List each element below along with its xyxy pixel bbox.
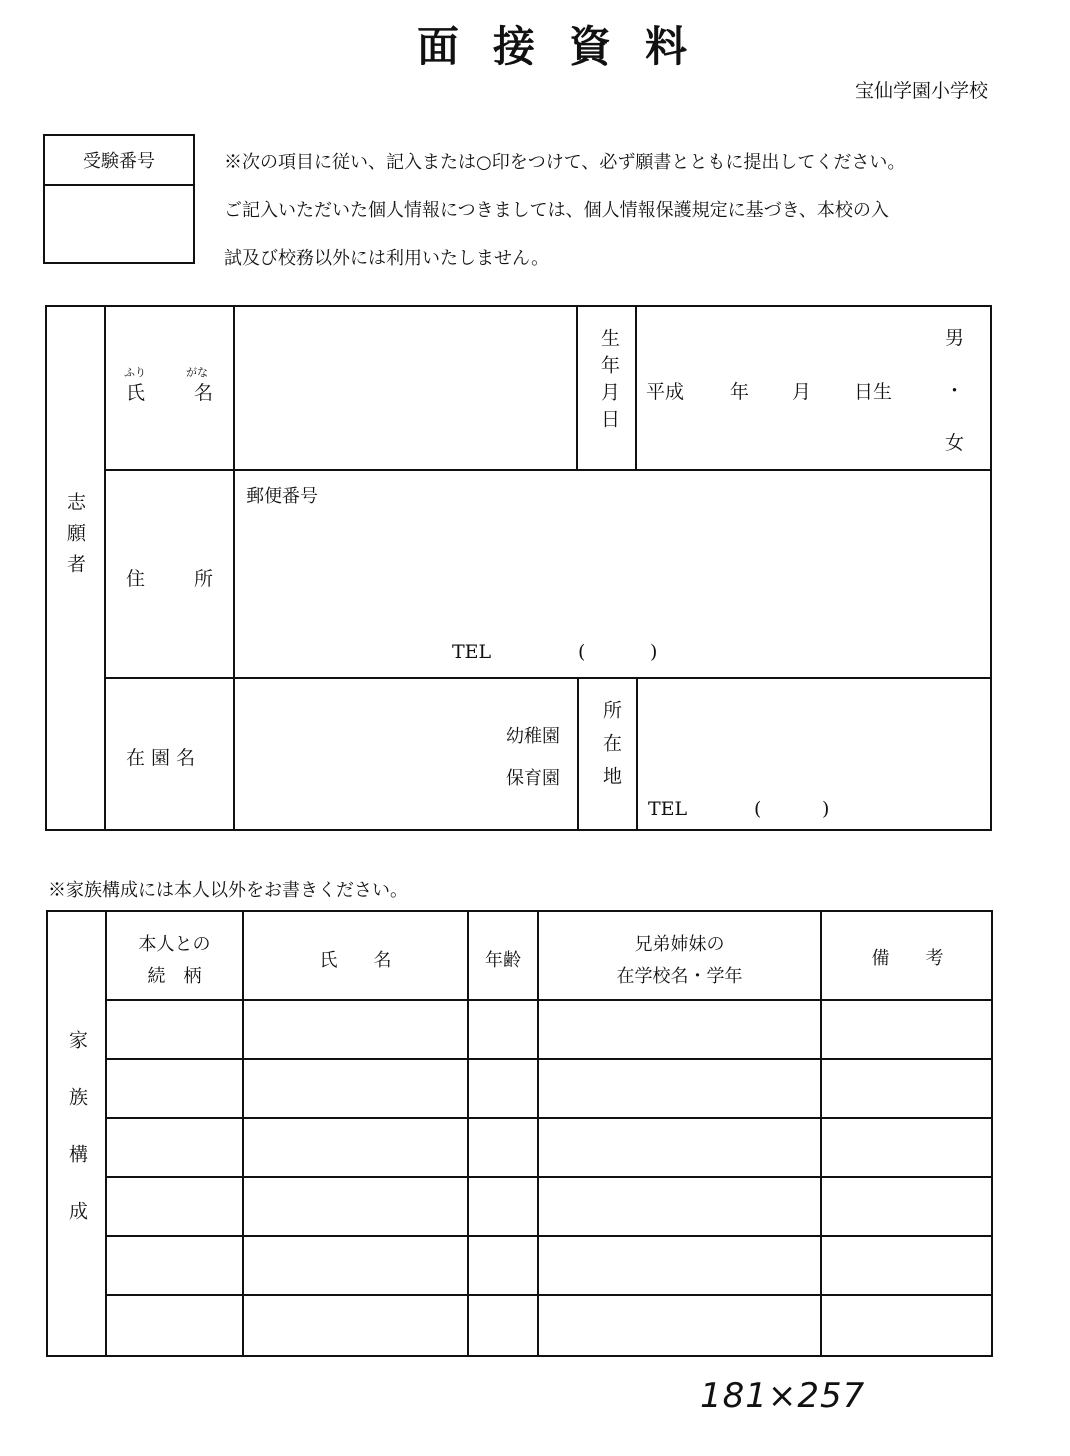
birth-era: 平成 <box>646 381 685 403</box>
family-remarks-cell[interactable] <box>822 1296 991 1353</box>
family-relation-cell[interactable] <box>107 1119 242 1176</box>
address-label-sho: 所 <box>194 568 214 590</box>
header-age: 年齢 <box>485 950 521 971</box>
family-name-cell[interactable] <box>244 1060 467 1117</box>
birth-year-unit: 年 <box>730 381 750 403</box>
family-note: ※家族構成には本人以外をお書きください。 <box>48 880 408 901</box>
gender-female[interactable]: 女 <box>945 432 965 454</box>
header-relation-line2: 続 柄 <box>147 966 202 987</box>
location-label: 所在地 <box>600 700 622 799</box>
address-label-ju: 住 <box>126 568 146 590</box>
family-remarks-cell[interactable] <box>822 1119 991 1176</box>
birth-month-unit: 月 <box>792 381 812 403</box>
name-field[interactable] <box>236 307 575 468</box>
name-ruby-gana: がな <box>186 366 208 379</box>
location-field[interactable] <box>638 679 990 829</box>
family-name-cell[interactable] <box>244 1296 467 1353</box>
applicant-section-label: 志願者 <box>64 492 86 585</box>
family-sibling-school-cell[interactable] <box>539 1296 820 1353</box>
handwritten-size-note: 181×257 <box>700 1376 866 1416</box>
family-name-cell[interactable] <box>244 1178 467 1235</box>
family-remarks-cell[interactable] <box>822 1178 991 1235</box>
name-ruby-furi: ふり <box>124 366 146 379</box>
family-sibling-school-cell[interactable] <box>539 1237 820 1294</box>
address-tel-paren-open: ( <box>578 641 586 663</box>
header-remarks: 備 考 <box>871 948 944 969</box>
address-tel-label: TEL <box>452 641 492 663</box>
birth-date-field[interactable] <box>637 307 990 468</box>
exam-number-label: 受験番号 <box>45 136 193 186</box>
instruction-note-3: 試及び校務以外には利用いたしません。 <box>224 248 550 269</box>
nursery-option[interactable]: 保育園 <box>506 768 560 789</box>
page-title: 面接資料 <box>416 22 721 71</box>
postal-code-label: 郵便番号 <box>246 486 318 507</box>
family-remarks-cell[interactable] <box>822 1237 991 1294</box>
family-sibling-school-cell[interactable] <box>539 1001 820 1058</box>
school-name: 宝仙学園小学校 <box>854 80 988 102</box>
location-tel-label: TEL <box>648 798 688 820</box>
birth-day-unit: 日生 <box>854 381 893 403</box>
family-age-cell[interactable] <box>469 1237 537 1294</box>
family-age-cell[interactable] <box>469 1060 537 1117</box>
family-remarks-cell[interactable] <box>822 1060 991 1117</box>
name-label-mei: 名 <box>194 382 214 404</box>
birth-date-label: 生年月日 <box>598 328 620 436</box>
family-section-label: 家族構成 <box>66 1030 88 1258</box>
location-tel-paren-close: ) <box>822 798 830 820</box>
current-school-field[interactable] <box>236 679 576 829</box>
address-tel-paren-close: ) <box>650 641 658 663</box>
gender-male[interactable]: 男 <box>945 327 965 349</box>
family-sibling-school-cell[interactable] <box>539 1119 820 1176</box>
family-sibling-school-cell[interactable] <box>539 1060 820 1117</box>
instruction-note-1: ※次の項目に従い、記入または○印をつけて、必ず願書とともに提出してください。 <box>224 152 906 173</box>
family-remarks-cell[interactable] <box>822 1001 991 1058</box>
exam-number-box[interactable] <box>43 134 195 264</box>
family-relation-cell[interactable] <box>107 1178 242 1235</box>
family-age-cell[interactable] <box>469 1296 537 1353</box>
family-relation-cell[interactable] <box>107 1237 242 1294</box>
current-school-label: 在 園 名 <box>126 747 196 769</box>
family-relation-cell[interactable] <box>107 1296 242 1353</box>
header-sibling-line1: 兄弟姉妹の <box>634 934 725 955</box>
family-age-cell[interactable] <box>469 1001 537 1058</box>
gender-separator: ・ <box>945 380 965 402</box>
family-name-cell[interactable] <box>244 1119 467 1176</box>
location-tel-paren-open: ( <box>754 798 762 820</box>
header-name: 氏 名 <box>319 950 392 971</box>
family-age-cell[interactable] <box>469 1178 537 1235</box>
header-relation-line1: 本人との <box>138 934 211 955</box>
header-sibling-line2: 在学校名・学年 <box>616 966 743 987</box>
family-sibling-school-cell[interactable] <box>539 1178 820 1235</box>
family-name-cell[interactable] <box>244 1001 467 1058</box>
family-relation-cell[interactable] <box>107 1060 242 1117</box>
family-relation-cell[interactable] <box>107 1001 242 1058</box>
name-label-shi: 氏 <box>126 382 146 404</box>
family-age-cell[interactable] <box>469 1119 537 1176</box>
kindergarten-option[interactable]: 幼稚園 <box>506 726 560 747</box>
address-field[interactable] <box>236 471 990 676</box>
instruction-note-2: ご記入いただいた個人情報につきましては、個人情報保護規定に基づき、本校の入 <box>224 200 889 221</box>
family-name-cell[interactable] <box>244 1237 467 1294</box>
